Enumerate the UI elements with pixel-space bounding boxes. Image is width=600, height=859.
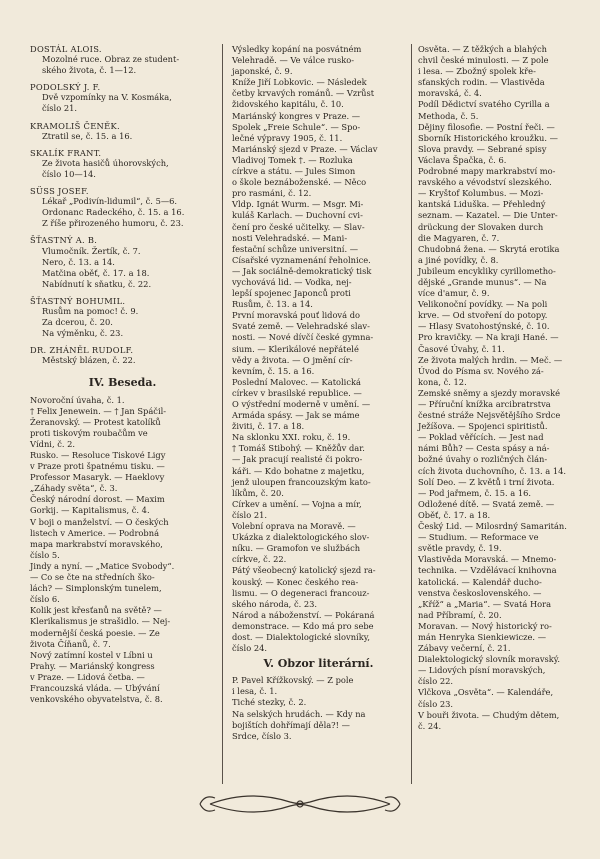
literary-line: kantská Liduška. — Přehledný <box>418 199 546 210</box>
literary-line: číslo 23. <box>418 698 454 709</box>
literary-line: Ze života malých hrdin. — Meč. — <box>418 354 563 365</box>
literary-line: Ježíšova. — Spojenci spiritistů. <box>418 421 548 432</box>
beseda-line: venkovského obyvatelstva, č. 8. <box>30 694 163 705</box>
author-name: ŠŤASTNÝ BOHUMIL. <box>30 295 126 306</box>
literary-line: Vlčkova „Osvěta“. — Kalendáře, <box>418 687 554 698</box>
beseda-line: festační schůze universitní. — <box>232 243 359 254</box>
literary-line: moravská, č. 4. <box>418 88 482 99</box>
literary-line: chvil české minulosti. — Z pole <box>418 55 549 66</box>
literary-line: Srdce, číslo 3. <box>232 730 292 741</box>
literary-line: bojištích dohřímají děla?! — <box>232 719 350 730</box>
work-line: Z říše přirozeného humoru, č. 23. <box>42 218 184 229</box>
work-line: Matčina oběť, č. 17. a 18. <box>42 267 150 278</box>
work-line: číslo 21. <box>42 103 78 114</box>
work-line: Ordonanc Radeckého, č. 15. a 16. <box>42 207 185 218</box>
beseda-line: kevním, č. 15. a 16. <box>232 365 315 376</box>
beseda-line: pro rasmáni, č. 12. <box>232 188 312 199</box>
beseda-line: Žeranovský. — Protest katolíků <box>30 416 161 427</box>
beseda-line: Poslední Malovec. — Katolická <box>232 376 361 387</box>
literary-line: Sborník Historického kroužku. — <box>418 132 558 143</box>
author-name: DR. ZHÁNĚL RUDOLF. <box>30 345 134 356</box>
literary-line: Zemské sněmy a sjezdy moravské <box>418 387 561 398</box>
literary-line: — Studium. — Reformace ve <box>418 532 539 543</box>
author-name: PODOLSKÝ J. F. <box>30 82 101 93</box>
beseda-line: Ukázka z dialektologického slov- <box>232 532 370 543</box>
literary-line: Methoda, č. 5. <box>418 110 479 121</box>
column-2 <box>232 44 405 742</box>
literary-line: — Lidových písní moravských, <box>418 665 546 676</box>
literary-line: Oběť, č. 17. a 18. <box>418 509 491 520</box>
literary-line: dějské „Grande munus“. — Na <box>418 276 547 287</box>
literary-line: katolická. — Kalendář ducho- <box>418 576 542 587</box>
beseda-line: Český národní dorost. — Maxim <box>30 494 165 505</box>
author-name: SÜSS JOSEF. <box>30 186 89 197</box>
work-line: ského života, č. 1—12. <box>42 65 137 76</box>
beseda-line: † Felix Jenewein. — † Jan Spáčil- <box>30 405 167 416</box>
literary-line: P. Pavel Křížkovský. — Z pole <box>232 675 354 686</box>
beseda-line: Vldp. Ignát Wurm. — Msgr. Mi- <box>232 199 364 210</box>
literary-line: Pro kravičky. — Na kraji Hané. — <box>418 332 559 343</box>
literary-line: Solí Deo. — Z květů i trní života. <box>418 476 555 487</box>
beseda-line: lepší spojenec Japonců proti <box>232 288 351 299</box>
beseda-line: Rusům, č. 13. a 14. <box>232 299 313 310</box>
work-line: Vlumočník. Žertík, č. 7. <box>42 245 141 256</box>
column-divider <box>411 44 412 784</box>
work-line: Nero, č. 13. a 14. <box>42 256 115 267</box>
beseda-line: kuláš Karlach. — Duchovní cvi- <box>232 210 363 221</box>
beseda-line: Velehradě. — Ve válce rusko- <box>232 55 355 66</box>
literary-line: i lesa, č. 1. <box>232 686 278 697</box>
beseda-line: Klerikalismus je strašidlo. — Nej- <box>30 616 171 627</box>
beseda-line: o škole beznáboženské. — Něco <box>232 177 367 188</box>
literary-line: kona, č. 12. <box>418 376 467 387</box>
literary-line: — Příruční knížka arcibratrstva <box>418 399 551 409</box>
literary-line: Moravan. — Nový historický ro- <box>418 620 552 631</box>
literary-line: ravského a vévodství slezského. <box>418 177 552 188</box>
literary-line: mán Henryka Sienkiewicze. — <box>418 631 546 642</box>
beseda-line: Prahy. — Mariánský kongress <box>30 660 155 671</box>
decorative-ornament <box>190 784 410 824</box>
beseda-line: jenž uloupen francouzským kato- <box>232 476 371 487</box>
beseda-line: níku. — Gramofon ve službách <box>232 543 361 554</box>
beseda-line: japonské, č. 9. <box>232 66 293 77</box>
beseda-line: — Co se čte na středních ško- <box>30 572 155 583</box>
literary-line: V bouři života. — Chudým dětem, <box>418 709 560 720</box>
author-name: DOSTÁL ALOIS. <box>30 44 102 54</box>
beseda-line: v Praze proti špatnému tisku. — <box>30 461 165 472</box>
literary-line: krve. — Od stvoření do potopy. <box>418 310 548 321</box>
beseda-line: mapa markrabství moravského, <box>30 538 163 549</box>
beseda-line: Armáda spásy. — Jak se máme <box>232 410 360 421</box>
column-1 <box>30 44 215 705</box>
beseda-line: — Jak pracují realisté či pokro- <box>232 454 363 465</box>
beseda-line: číslo 6. <box>30 594 60 605</box>
literary-line: — Pod jařmem, č. 15. a 16. <box>418 487 532 498</box>
literary-line: čestné stráže Nejsvětějšího Srdce <box>418 410 561 421</box>
beseda-line: Pátý všeobecný katolický sjezd ra- <box>232 565 376 576</box>
literary-line: — Hlasy Svatohostýnské, č. 10. <box>418 321 550 332</box>
beseda-line: Mariánský kongres v Praze. — <box>232 110 361 121</box>
beseda-line: Kolik jest křesťanů na světě? — <box>30 605 162 616</box>
literary-line: Dialektologický slovník moravský. <box>418 654 561 665</box>
beseda-line: Nový zatímní kostel v Líbni u <box>30 649 153 660</box>
beseda-line: První moravská pouť lidová do <box>232 310 361 321</box>
beseda-line: židovského kapitálu, č. 10. <box>232 99 344 110</box>
literary-line: Zábavy večerní, č. 21. <box>418 643 511 654</box>
literary-line: Václava Špačka, č. 6. <box>418 154 507 165</box>
literary-line: více d'amur, č. 9. <box>418 288 490 299</box>
literary-line: Dějiny filosofie. — Postní řeči. — <box>418 121 555 132</box>
beseda-line: Professor Masaryk. — Haeklovy <box>30 472 165 483</box>
author-name: ŠŤASTNÝ A. B. <box>30 235 98 246</box>
beseda-line: listech v Americe. — Podrobná <box>30 527 160 538</box>
beseda-line: lismu. — O degeneraci francouz- <box>232 587 370 598</box>
literary-line: Úvod do Písma sv. Nového zá- <box>418 365 544 376</box>
beseda-line: číslo 21. <box>232 509 268 520</box>
literary-line: cích života duchovního, č. 13. a 14. <box>418 465 567 476</box>
beseda-line: líkům, č. 20. <box>232 487 284 498</box>
column-3 <box>418 44 583 732</box>
literary-line: světle pravdy, č. 19. <box>418 543 502 554</box>
literary-line: seznam. — Kazatel. — Die Unter- <box>418 210 558 221</box>
beseda-line: káři. — Kdo bohatne z majetku, <box>232 465 365 476</box>
beseda-line: četby krvavých románů. — Vzrůst <box>232 88 375 99</box>
literary-line: — Kryštof Kolumbus. — Mozi- <box>418 188 544 199</box>
literary-line: sťanských rodin. — Vlastivěda <box>418 77 545 88</box>
beseda-line: číslo 24. <box>232 643 268 654</box>
literary-line: Jubileum encykliky cyrillometho- <box>418 265 556 276</box>
beseda-line: dost. — Dialektologické slovníky, <box>232 631 370 642</box>
beseda-line: Volební oprava na Moravě. — <box>232 521 356 532</box>
author-name: KRAMOLIŠ ČENĚK. <box>30 120 120 131</box>
literary-line: Slova pravdy. — Sebrané spisy <box>418 143 547 154</box>
beseda-line: sium. — Klerikálové nepřátelé <box>232 343 359 354</box>
beseda-line: živiti, č. 17. a 18. <box>232 421 305 432</box>
literary-line: božné úvahy o rozličných člán- <box>418 454 548 465</box>
work-line: Na výměnku, č. 23. <box>42 328 124 339</box>
beseda-line: O výstřední moderně v umění. — <box>232 399 371 409</box>
literary-line: Na selských hrudách. — Kdy na <box>232 708 366 719</box>
literary-line: námi Bůh? — Cesta spásy a ná- <box>418 443 550 454</box>
work-line: Nabídnutí k sňatku, č. 22. <box>42 278 152 289</box>
beseda-line: vychovává lid. — Vodka, nej- <box>232 276 352 287</box>
beseda-line: nosti Velehradské. — Mani- <box>232 232 348 243</box>
beseda-line: ského národa, č. 23. <box>232 598 318 609</box>
literary-line: Tiché stezky, č. 2. <box>232 697 307 708</box>
literary-line: die Magyaren, č. 7. <box>418 232 500 243</box>
literary-line: Vlastivěda Moravská. — Mnemo- <box>418 554 557 565</box>
beseda-line: Vídni, č. 2. <box>30 438 76 449</box>
beseda-line: církev v brasilské republice. — <box>232 387 362 398</box>
literary-line: číslo 22. <box>418 676 454 687</box>
beseda-line: „Záhady světa“, č. 3. <box>30 483 118 494</box>
beseda-line: Gorkij. — Kapitalismus, č. 4. <box>30 505 150 516</box>
beseda-line: modernější česká poesie. — Ze <box>30 627 160 638</box>
literary-line: Velikonoční povídky. — Na poli <box>418 299 548 310</box>
literary-line: Podrobné mapy markrabství mo- <box>418 166 556 177</box>
author-name: SKALÍK FRANT. <box>30 147 102 158</box>
section-title: IV. Beseda. <box>88 376 157 390</box>
work-line: Mozolné ruce. Obraz ze student- <box>42 54 180 65</box>
work-line: Za dcerou, č. 20. <box>42 317 113 328</box>
beseda-line: církve a státu. — Jules Simon <box>232 166 356 177</box>
beseda-line: církve, č. 22. <box>232 554 287 565</box>
beseda-line: Francouzská vláda. — Ubývání <box>30 682 160 693</box>
beseda-line: nosti. — Nové dívčí české gymna- <box>232 332 374 343</box>
literary-line: Chudobná žena. — Skrytá erotika <box>418 243 560 254</box>
literary-line: Odložené dítě. — Svatá země. — <box>418 498 555 509</box>
beseda-line: Kníže Jiří Lobkovic. — Následek <box>232 77 367 88</box>
literary-line: Podíl Dědictví svatého Cyrilla a <box>418 99 550 110</box>
literary-line: č. 24. <box>418 720 442 731</box>
beseda-line: Mariánský sjezd v Praze. — Václav <box>232 143 378 154</box>
beseda-line: demonstrace. — Kdo má pro sebe <box>232 620 374 631</box>
literary-line: nad Příbramí, č. 20. <box>418 609 502 620</box>
literary-line: drückung der Slovaken durch <box>418 221 544 232</box>
section-title: V. Obzor literární. <box>263 657 374 671</box>
work-line: Lékař „Podivín-lidumil“, č. 5—6. <box>42 196 178 207</box>
beseda-line: Národ a náboženství. — Pokáraná <box>232 609 375 620</box>
column-divider <box>222 44 223 784</box>
literary-line: „Kříž“ a „Maria“. — Svatá Hora <box>418 598 552 609</box>
beseda-line: V boji o manželství. — O českých <box>30 516 169 527</box>
work-line: Dvě vzpomínky na V. Kosmáka, <box>42 92 172 103</box>
beseda-line: — Jak sociálně-demokratický tisk <box>232 265 372 276</box>
literary-line: Časové Úvahy, č. 11. <box>418 343 505 354</box>
beseda-line: Na sklonku XXI. roku, č. 19. <box>232 432 351 443</box>
beseda-line: v Praze. — Lidová četba. — <box>30 671 145 682</box>
work-line: číslo 10—14. <box>42 168 96 179</box>
beseda-line: vědy a života. — O jmění cír- <box>232 354 353 365</box>
beseda-line: Výsledky kopání na posvátném <box>232 44 362 54</box>
literary-line: Český Lid. — Milosrdný Samaritán. <box>418 521 567 532</box>
literary-line: a jiné povídky, č. 8. <box>418 254 499 265</box>
beseda-line: Svaté země. — Velehradské slav- <box>232 321 370 332</box>
beseda-line: proti tiskovým roubačům ve <box>30 427 148 438</box>
beseda-line: Vladivoj Tomek †. — Rozluka <box>232 154 353 165</box>
beseda-line: † Tomáš Stibohý. — Kněžův dar. <box>232 443 365 454</box>
literary-line: Osvěta. — Z těžkých a blahých <box>418 44 548 54</box>
work-line: Ze života hasičů úhorovských, <box>42 157 169 168</box>
beseda-line: Jindy a nyní. — „Matice Svobody“. <box>30 560 175 571</box>
beseda-line: čení pro české učitelky. — Slav- <box>232 221 365 232</box>
beseda-line: lách? — Simplonským tunelem, <box>30 583 162 594</box>
beseda-line: života Číňanů, č. 7. <box>30 638 111 649</box>
beseda-line: lečné výpravy 1905, č. 11. <box>232 132 343 143</box>
beseda-line: Církev a umění. — Vojna a mír, <box>232 498 362 509</box>
work-line: Rusům na pomoc! č. 9. <box>42 305 139 316</box>
beseda-line: Spolek „Freie Schule“. — Spo- <box>232 121 361 132</box>
beseda-line: Císařské vyznamenání řeholnice. <box>232 254 371 265</box>
literary-line: — Poklad věřících. — Jest nad <box>418 432 544 443</box>
beseda-line: Rusko. — Resoluce Tiskové Ligy <box>30 450 166 460</box>
literary-line: technika. — Vzdělávací knihovna <box>418 565 557 576</box>
work-line: Ztratil se, č. 15. a 16. <box>42 130 133 141</box>
work-line: Městský blázen, č. 22. <box>42 355 136 366</box>
beseda-line: číslo 5. <box>30 549 60 560</box>
beseda-line: Novoroční úvaha, č. 1. <box>30 394 125 405</box>
beseda-line: kouský. — Konec českého rea- <box>232 576 359 587</box>
literary-line: i lesa. — Zbožný spolek kře- <box>418 66 536 77</box>
literary-line: venstva československého. — <box>418 587 542 598</box>
